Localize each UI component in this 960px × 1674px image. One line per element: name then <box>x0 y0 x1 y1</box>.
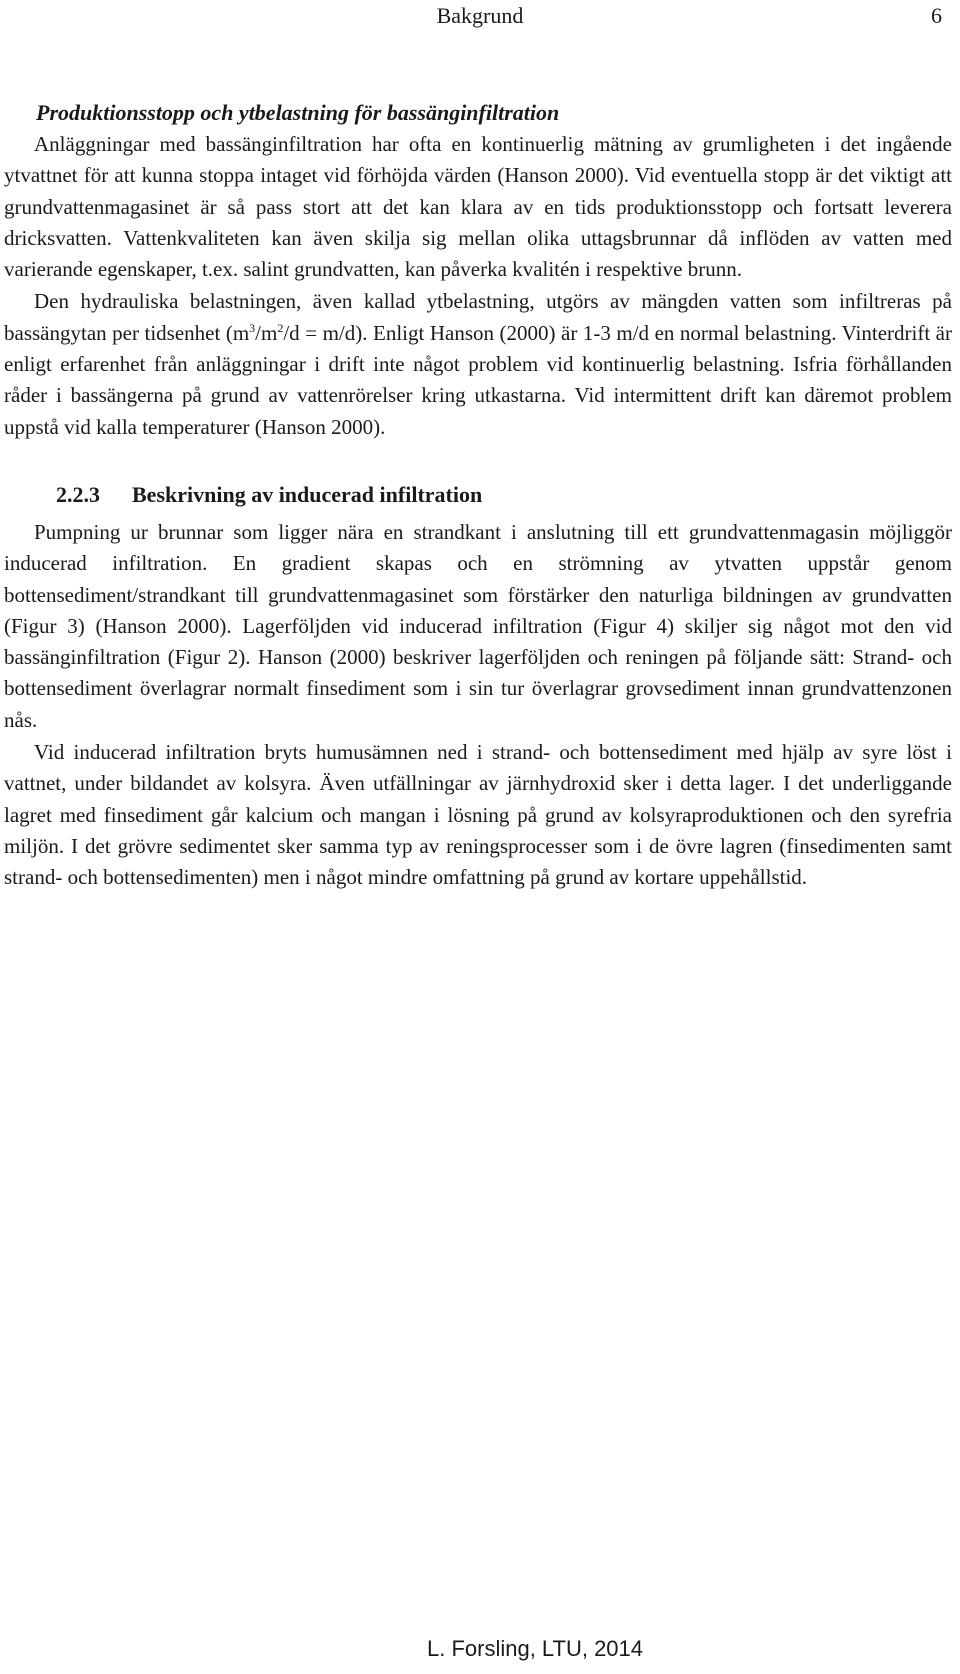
subsection-title: Beskrivning av inducerad infiltration <box>132 481 483 507</box>
paragraph-text: Den hydrauliska belastningen, även kallad ytbelastning, utgörs av mängden vatten som infiltreras på bassängytan per tidsenhet (m <box>4 289 952 345</box>
paragraph-text: /d = m/d). Enligt Hanson (2000) är 1-3 m/d en normal belastning. Vinterdrift är enligt erfarenhet från anläggningar i drift inte något problem vid kontinuerlig belastning. Isfria förhållanden råder i bassängerna på grund av vattenrörelser kring utkastarna. Vid intermittent drift kan däremot problem uppstå vid kalla temperaturer (Hanson 2000). <box>4 320 953 439</box>
paragraph-humus-breakdown: Vid inducerad infiltration bryts humusämnen ned i strand- och bottensediment med hjälp av syre löst i vattnet, under bildandet av kolsyra. Även utfällningar av järnhydroxid sker i detta lager. I det underliggande lagret med finsediment går kalcium och mangan i lösning på grund av kolsyraproduktionen och den syrefria miljön. I det grövre sedimentet sker samma typ av reningsprocesser som i de övre lagren (finsedimenten samt strand- och bottensedimenten) men i något mindre omfattning på grund av kortare uppehållstid. <box>4 740 952 890</box>
section-heading: Produktionsstopp och ytbelastning för bassänginfiltration <box>36 100 560 125</box>
paragraph-induced-infiltration: Pumpning ur brunnar som ligger nära en strandkant i anslutning till ett grundvattenmagasin möjliggör inducerad infiltration. En gradient skapas och en strömning av ytvatten uppstår genom bottensediment/strandkant till grundvattenmagasinet som förstärker den naturliga bildningen av grundvatten (Figur 3) (Hanson 2000). Lagerföljden vid inducerad infiltration (Figur 4) skiljer sig något mot den vid bassänginfiltration (Figur 2). Hanson (2000) beskriver lagerföljden och reningen på följande sätt: Strand- och bottensediment överlagrar normalt finsediment som i sin tur överlagrar grovsediment innan grundvattenzonen nås. <box>4 519 952 732</box>
superscript-2: 2 <box>277 320 284 335</box>
page-number: 6 <box>931 3 942 28</box>
superscript-3: 3 <box>249 320 256 335</box>
running-header-title: Bakgrund <box>436 3 524 28</box>
subsection-number: 2.2.3 <box>56 481 100 507</box>
page-footer: L. Forsling, LTU, 2014 <box>426 1636 644 1661</box>
paragraph-text: /m <box>255 320 278 345</box>
subsection-heading <box>4 479 952 511</box>
paragraph-production-stop: Anläggningar med bassänginfiltration har ofta en kontinuerlig mätning av grumligheten i det ingående ytvattnet för att kunna stoppa intaget vid förhöjda värden (Hanson 2000). Vid eventuella stopp är det viktigt att grundvattenmagasinet är så pass stort att det kan klara av en tids produktionsstopp och fortsatt leverera dricksvatten. Vattenkvaliteten kan även skilja sig mellan olika uttagsbrunnar då inflöden av vatten med varierande egenskaper, t.ex. salint grundvatten, kan påverka kvalitén i respektive brunn. <box>4 132 952 282</box>
paragraph-hydraulic-load <box>4 286 952 442</box>
document-body <box>4 97 952 894</box>
